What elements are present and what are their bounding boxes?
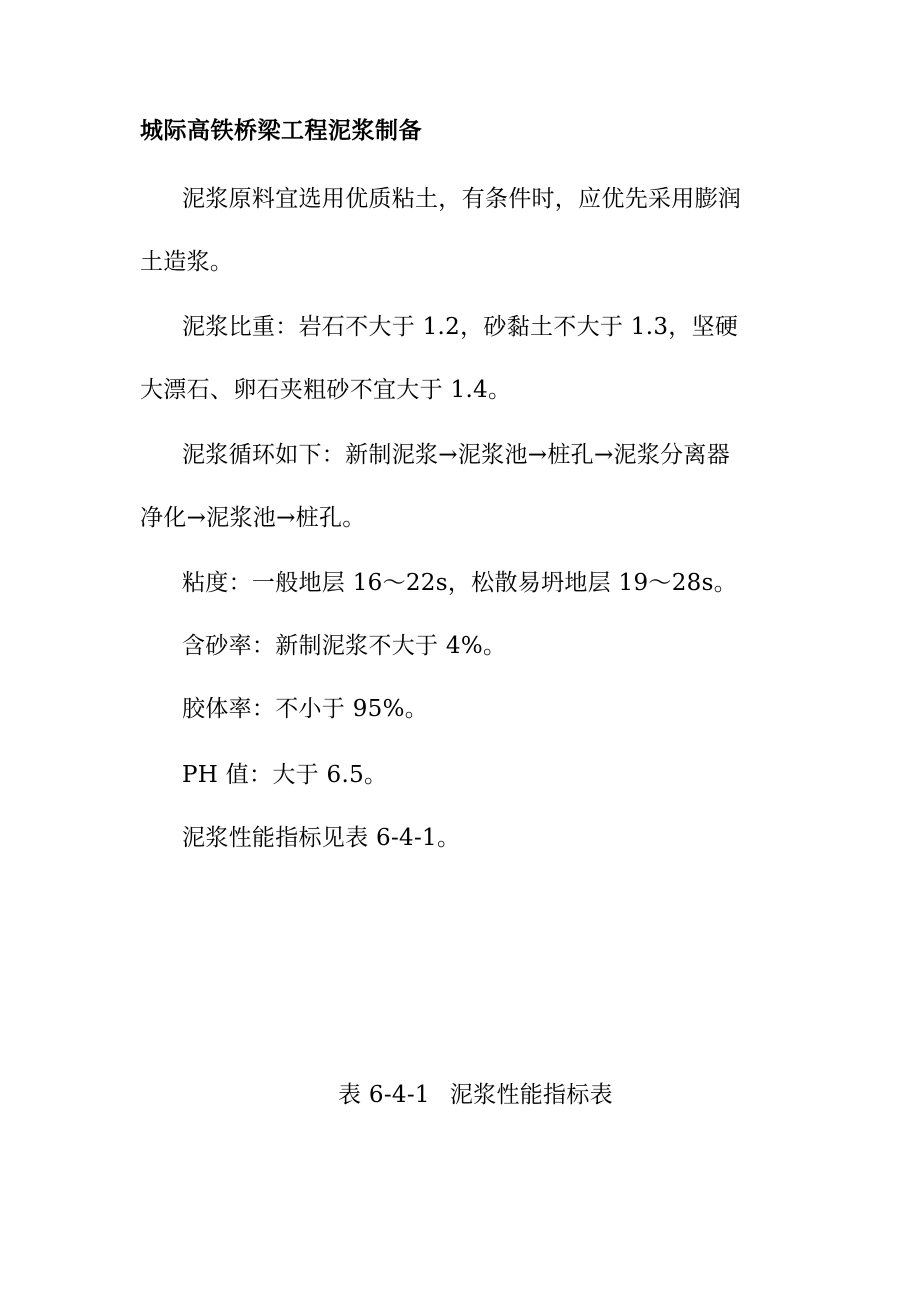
document-title: 城际高铁桥梁工程泥浆制备 bbox=[140, 118, 422, 144]
paragraph-line: 胶体率：不小于 95%。 bbox=[182, 696, 429, 722]
paragraph-line: 含砂率：新制泥浆不大于 4%。 bbox=[182, 633, 507, 659]
paragraph-line: 泥浆循环如下：新制泥浆→泥浆池→桩孔→泥浆分离器 bbox=[182, 442, 731, 468]
paragraph-line: 土造浆。 bbox=[140, 249, 234, 275]
paragraph-line: 大漂石、卵石夹粗砂不宜大于 1.4。 bbox=[140, 377, 512, 403]
paragraph-line: 净化→泥浆池→桩孔。 bbox=[140, 505, 366, 531]
table-number: 表 6-4-1 bbox=[338, 1082, 430, 1108]
table-caption bbox=[338, 1076, 613, 1109]
table-name: 泥浆性能指标表 bbox=[449, 1082, 613, 1108]
paragraph-line: 泥浆原料宜选用优质粘土，有条件时，应优先采用膨润 bbox=[182, 186, 742, 212]
paragraph-line: PH 值：大于 6.5。 bbox=[182, 762, 388, 788]
paragraph-line: 泥浆比重：岩石不大于 1.2，砂黏土不大于 1.3，坚硬 bbox=[182, 314, 739, 340]
paragraph-line: 粘度：一般地层 16～22s，松散易坍地层 19～28s。 bbox=[182, 570, 737, 596]
paragraph-line: 泥浆性能指标见表 6-4-1。 bbox=[182, 825, 461, 851]
